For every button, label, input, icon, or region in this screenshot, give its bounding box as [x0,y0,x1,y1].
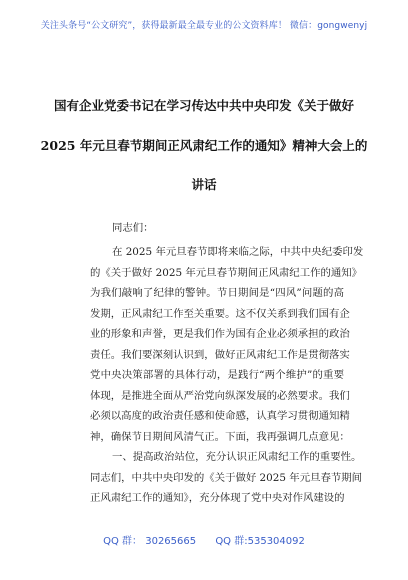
body-line: 必须以高度的政治责任感和使命感，认真学习贯彻通知精 [90,410,350,422]
promo-banner: 关注头条号“公文研究”，获得最新最全最专业的公文资料库！ 微信：gongwenyj [40,21,368,31]
body-line: 同志们，中共中央印发的《关于做好 2025 年元旦春节期间 [90,471,363,484]
body-line: 的《关于做好 2025 年元旦春节期间正风肃纪工作的通知》 [90,266,363,279]
body-line: 发期，正风肃纪工作至关重要。这不仅关系到我们国有企 [90,307,350,320]
qq-group-1: QQ 群： 30265665 [103,536,197,547]
body-line: 业的形象和声誉，更是我们作为国有企业必须承担的政治 [90,328,350,340]
section-heading-line: 一、提高政治站位，充分认识正风肃纪工作的重要性。 [112,451,362,463]
body-paragraphs [90,242,364,509]
body-line: 为我们敲响了纪律的警钟。节日期间是“四风”问题的高 [90,287,344,299]
body-line: 责任。我们要深刻认识到，做好正风肃纪工作是贯彻落实 [90,348,350,361]
body-line: 正风肃纪工作的通知》，充分体现了党中央对作风建设的 [90,492,345,504]
document-title-line-2: 2025 年元旦春节期间正风肃纪工作的通知》精神大会上的 [40,138,368,153]
body-line: 在 2025 年元旦春节即将来临之际，中共中央纪委印发 [112,246,364,258]
body-line: 神，确保节日期间风清气正。下面，我再强调几点意见： [90,430,350,443]
body-line: 体现，是推进全面从严治党向纵深发展的必然要求。我们 [90,389,350,402]
document-title-line-1: 国有企业党委书记在学习传达中共中央印发《关于做好 [53,98,354,113]
qq-group-2: QQ 群:535304092 [215,536,305,547]
document-title-line-3: 讲话 [191,177,217,192]
contact-footer [0,532,408,547]
salutation: 同志们： [112,222,154,234]
body-line: 党中央决策部署的具体行动，是践行“两个维护”的重要 [90,369,344,381]
